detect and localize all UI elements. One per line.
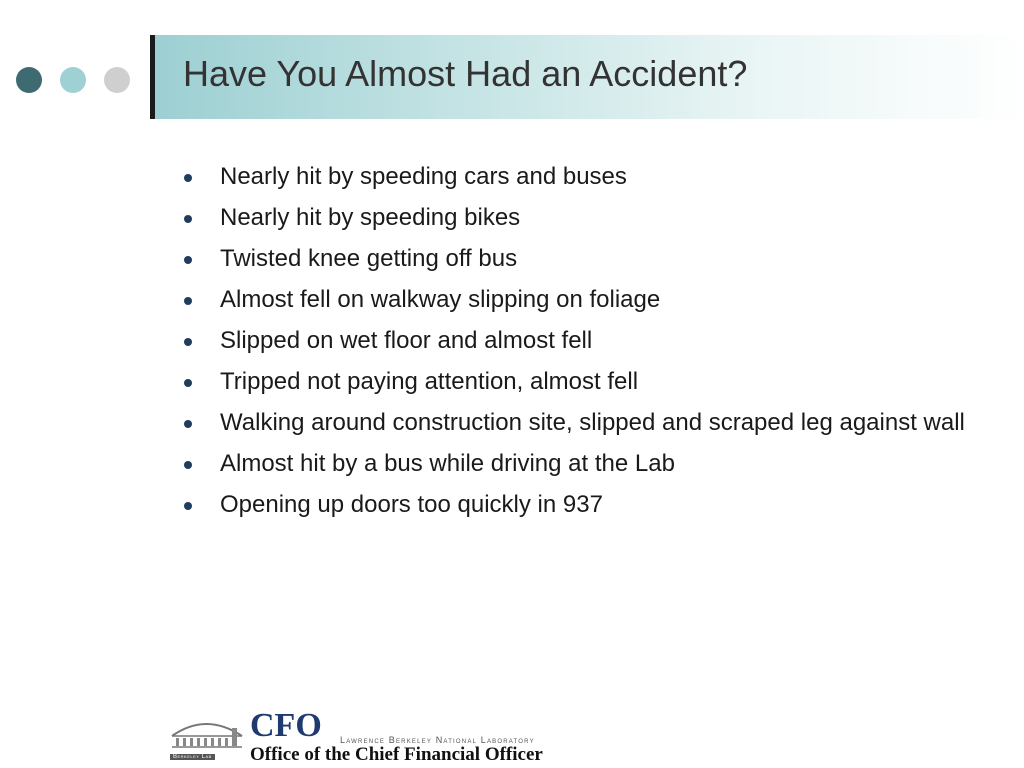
bullet-icon: [184, 256, 192, 264]
bullet-item: [182, 160, 982, 193]
bullet-icon: [184, 215, 192, 223]
bullet-text: Nearly hit by speeding bikes: [220, 204, 521, 231]
bullet-icon: [184, 174, 192, 182]
bullet-item: [182, 365, 982, 398]
office-name: Office of the Chief Financial Officer: [250, 744, 543, 765]
dot-gray: [104, 67, 130, 93]
bullet-text: Almost fell on walkway slipping on foliage: [220, 286, 661, 313]
bullet-icon: [184, 297, 192, 305]
slide-title: Have You Almost Had an Accident?: [183, 53, 748, 94]
title-rule: [150, 35, 155, 119]
lab-name: Lawrence Berkeley National Laboratory: [340, 735, 535, 745]
bullet-item: [182, 283, 982, 316]
bullet-icon: [184, 379, 192, 387]
bullet-text: Nearly hit by speeding cars and buses: [220, 163, 627, 190]
bullet-text: Walking around construction site, slipped and scraped leg against wall: [220, 409, 965, 436]
bullet-text: Tripped not paying attention, almost fell: [220, 368, 639, 395]
bullet-item: [182, 242, 982, 275]
bullet-text: Slipped on wet floor and almost fell: [220, 327, 593, 354]
bullet-item: [182, 488, 982, 521]
bullet-text: Twisted knee getting off bus: [220, 245, 518, 272]
lab-building-icon: [168, 710, 246, 758]
cfo-wordmark: CFO: [250, 707, 322, 744]
dot-teal: [60, 67, 86, 93]
bullet-item: [182, 324, 982, 357]
bullet-icon: [184, 502, 192, 510]
bullet-icon: [184, 338, 192, 346]
berkeley-lab-tag: Berkeley Lab: [170, 754, 215, 760]
bullet-text: Opening up doors too quickly in 937: [220, 491, 603, 518]
bullet-item: [182, 447, 982, 480]
bullet-list: [182, 160, 982, 529]
bullet-item: [182, 406, 982, 439]
cfo-logo: [168, 708, 588, 766]
bullet-icon: [184, 420, 192, 428]
bullet-icon: [184, 461, 192, 469]
bullet-text: Almost hit by a bus while driving at the Lab: [220, 450, 675, 477]
decorative-dots: [16, 67, 136, 97]
dot-dark: [16, 67, 42, 93]
bullet-item: [182, 201, 982, 234]
